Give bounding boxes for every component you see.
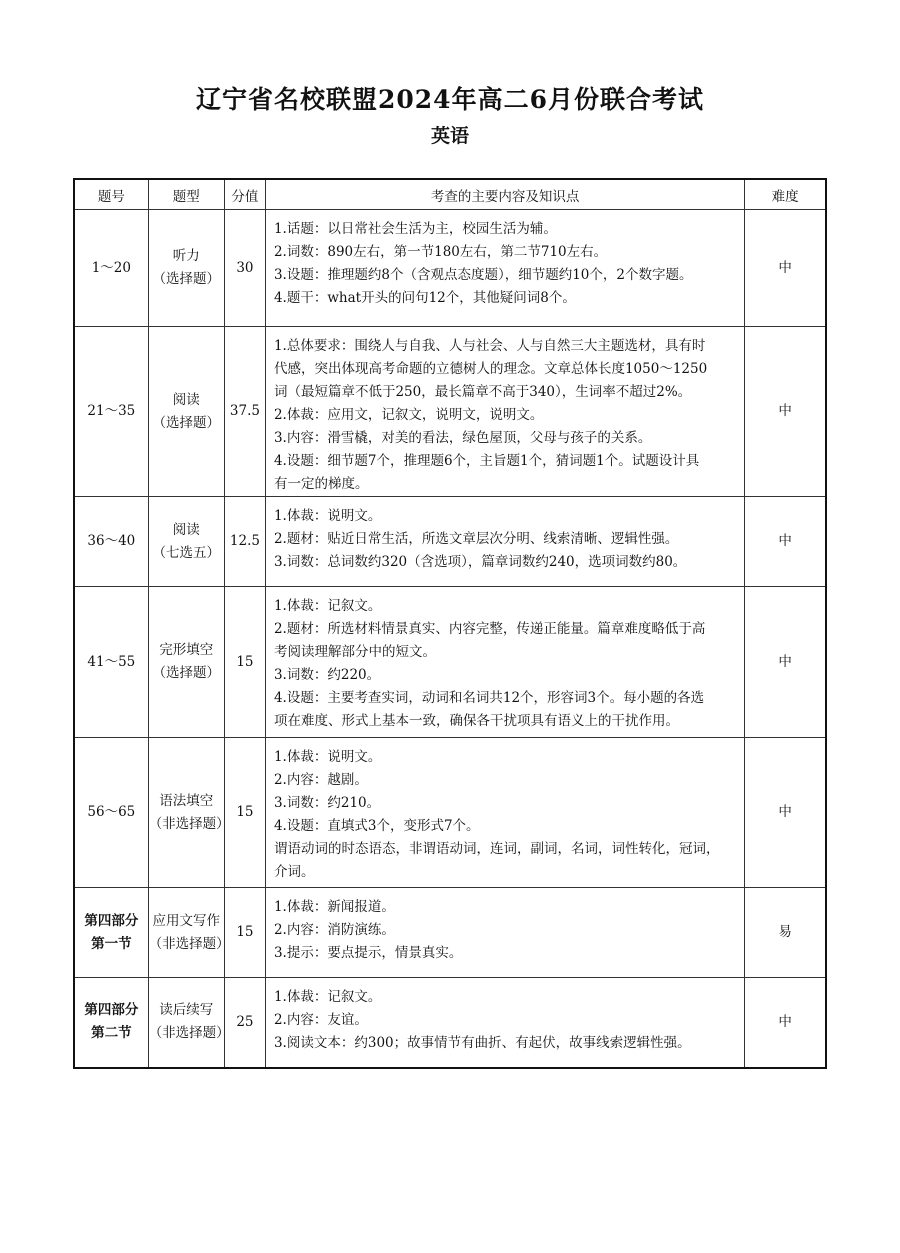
question-number-line: 第四部分 bbox=[84, 912, 139, 929]
question-number-line: 36～40 bbox=[87, 533, 136, 549]
question-number bbox=[74, 978, 148, 1068]
table-header-row bbox=[74, 179, 826, 210]
content-line: 介词。 bbox=[273, 864, 315, 880]
content-line: 谓语动词的时态语态，非谓语动词，连词，副词，名词，词性转化，冠词， bbox=[273, 841, 720, 857]
content-line: 2.题材：所选材料情景真实、内容完整，传递正能量。篇章难度略低于高 bbox=[273, 621, 706, 637]
content-line: 3.提示：要点提示，情景真实。 bbox=[273, 945, 463, 961]
header-content: 考查的主要内容及知识点 bbox=[265, 179, 744, 210]
question-type-line: （选择题） bbox=[152, 271, 221, 287]
content-line: 项在难度、形式上基本一致，确保各干扰项具有语义上的干扰作用。 bbox=[273, 713, 679, 729]
score: 25 bbox=[224, 978, 265, 1068]
question-type bbox=[148, 738, 230, 888]
difficulty: 中 bbox=[745, 587, 826, 738]
content-line: 1.体裁：记叙文。 bbox=[273, 598, 382, 614]
question-number-line: 21～35 bbox=[87, 403, 136, 419]
table-row bbox=[74, 587, 826, 738]
score: 12.5 bbox=[224, 497, 265, 587]
difficulty: 中 bbox=[745, 497, 826, 587]
content-line: 4.设题：直填式3个，变形式7个。 bbox=[273, 818, 480, 834]
table-row bbox=[74, 497, 826, 587]
content-line: 1.话题：以日常社会生活为主，校园生活为辅。 bbox=[273, 221, 557, 237]
content-cell bbox=[265, 497, 744, 587]
content-cell bbox=[265, 587, 744, 738]
header-type: 题型 bbox=[148, 179, 224, 210]
content-line: 3.词数：总词数约320（含选项），篇章词数约240，选项词数约80。 bbox=[273, 554, 687, 570]
content-line: 2.题材：贴近日常生活，所选文章层次分明、线索清晰、逻辑性强。 bbox=[273, 531, 679, 547]
content-line: 代感，突出体现高考命题的立德树人的理念。文章总体长度1050～1250 bbox=[273, 361, 708, 377]
score: 37.5 bbox=[224, 327, 265, 497]
content-line: 2.体裁：应用文，记叙文，说明文，说明文。 bbox=[273, 407, 544, 423]
content-cell bbox=[265, 888, 744, 978]
content-line: 1.体裁：新闻报道。 bbox=[273, 899, 395, 915]
content-line: 2.词数：890左右，第一节180左右，第二节710左右。 bbox=[273, 244, 608, 260]
question-number bbox=[74, 327, 148, 497]
question-type-line: （选择题） bbox=[152, 414, 221, 431]
content-line: 考阅读理解部分中的短文。 bbox=[273, 644, 436, 660]
question-number-line: 56～65 bbox=[87, 804, 136, 820]
question-type bbox=[148, 497, 224, 587]
question-type-line: （非选择题） bbox=[148, 815, 230, 832]
content-cell bbox=[265, 978, 744, 1068]
question-number bbox=[74, 587, 148, 738]
content-line: 4.题干：what开头的问句12个，其他疑问词8个。 bbox=[273, 290, 576, 306]
question-type bbox=[148, 978, 230, 1068]
table-row bbox=[74, 888, 826, 978]
content-line: 2.内容：友谊。 bbox=[273, 1012, 368, 1028]
question-number bbox=[74, 497, 148, 587]
question-type-line: （七选五） bbox=[152, 544, 221, 561]
table-row bbox=[74, 738, 826, 888]
content-line: 词（最短篇章不低于250，最长篇章不高于340），生词率不超过2%。 bbox=[273, 384, 692, 400]
content-line: 2.内容：越剧。 bbox=[273, 772, 368, 788]
content-line: 1.体裁：记叙文。 bbox=[273, 989, 382, 1005]
document-subtitle: 英语 bbox=[430, 125, 469, 147]
question-type-line: 语法填空 bbox=[159, 792, 214, 809]
difficulty: 中 bbox=[745, 738, 826, 888]
question-type bbox=[148, 888, 230, 978]
content-line: 1.体裁：说明文。 bbox=[273, 749, 382, 765]
content-line: 3.内容：滑雪橇，对美的看法，绿色屋顶，父母与孩子的关系。 bbox=[273, 430, 652, 446]
difficulty: 易 bbox=[745, 888, 826, 978]
question-type-line: 阅读 bbox=[172, 521, 200, 538]
question-type bbox=[148, 327, 224, 497]
question-type-line: 听力 bbox=[172, 248, 200, 264]
content-line: 2.内容：消防演练。 bbox=[273, 922, 395, 938]
question-type bbox=[148, 210, 224, 327]
content-line: 1.总体要求：围绕人与自我、人与社会、人与自然三大主题选材，具有时 bbox=[273, 338, 706, 354]
header-difficulty: 难度 bbox=[745, 179, 826, 210]
difficulty: 中 bbox=[745, 327, 826, 497]
content-line: 1.体裁：说明文。 bbox=[273, 508, 382, 524]
score: 30 bbox=[224, 210, 265, 327]
content-line: 3.阅读文本：约300；故事情节有曲折、有起伏，故事线索逻辑性强。 bbox=[273, 1035, 691, 1051]
question-number-line: 第二节 bbox=[91, 1025, 132, 1042]
question-type-line: 读后续写 bbox=[159, 1002, 214, 1019]
question-type-line: （非选择题） bbox=[148, 935, 230, 952]
question-type-line: 完形填空 bbox=[159, 642, 214, 658]
content-cell bbox=[265, 327, 744, 497]
question-type-line: （非选择题） bbox=[148, 1025, 230, 1042]
question-type bbox=[148, 587, 224, 738]
table-row bbox=[74, 210, 826, 327]
question-number-line: 1～20 bbox=[91, 259, 131, 276]
question-type-line: 应用文写作 bbox=[152, 912, 221, 929]
question-number-line: 第一节 bbox=[91, 935, 132, 952]
question-number bbox=[74, 888, 148, 978]
content-cell bbox=[265, 738, 744, 888]
content-line: 有一定的梯度。 bbox=[273, 476, 369, 492]
score: 15 bbox=[224, 587, 265, 738]
question-type-line: 阅读 bbox=[172, 391, 200, 408]
difficulty: 中 bbox=[745, 978, 826, 1068]
question-number bbox=[74, 738, 148, 888]
content-line: 3.词数：约210。 bbox=[273, 795, 381, 811]
content-line: 4.设题：细节题7个，推理题6个，主旨题1个，猜词题1个。试题设计具 bbox=[273, 453, 700, 469]
question-type-line: （选择题） bbox=[152, 665, 221, 681]
question-number-line: 第四部分 bbox=[84, 1002, 139, 1019]
content-line: 4.设题：主要考查实词，动词和名词共12个，形容词3个。每小题的各选 bbox=[273, 690, 705, 706]
content-cell bbox=[265, 210, 744, 327]
table-row bbox=[74, 978, 826, 1068]
table-row bbox=[74, 327, 826, 497]
question-number bbox=[74, 210, 148, 327]
difficulty: 中 bbox=[745, 210, 826, 327]
question-number-line: 41～55 bbox=[87, 653, 136, 670]
exam-analysis-table bbox=[73, 178, 827, 1069]
document-title: 辽宁省名校联盟2024年高二6月份联合考试 bbox=[196, 85, 704, 114]
content-line: 3.词数：约220。 bbox=[273, 667, 381, 683]
header-number: 题号 bbox=[74, 179, 148, 210]
header-score: 分值 bbox=[224, 179, 265, 210]
content-line: 3.设题：推理题约8个（含观点态度题），细节题约10个，2个数字题。 bbox=[273, 267, 693, 283]
score: 15 bbox=[224, 738, 265, 888]
score: 15 bbox=[224, 888, 265, 978]
